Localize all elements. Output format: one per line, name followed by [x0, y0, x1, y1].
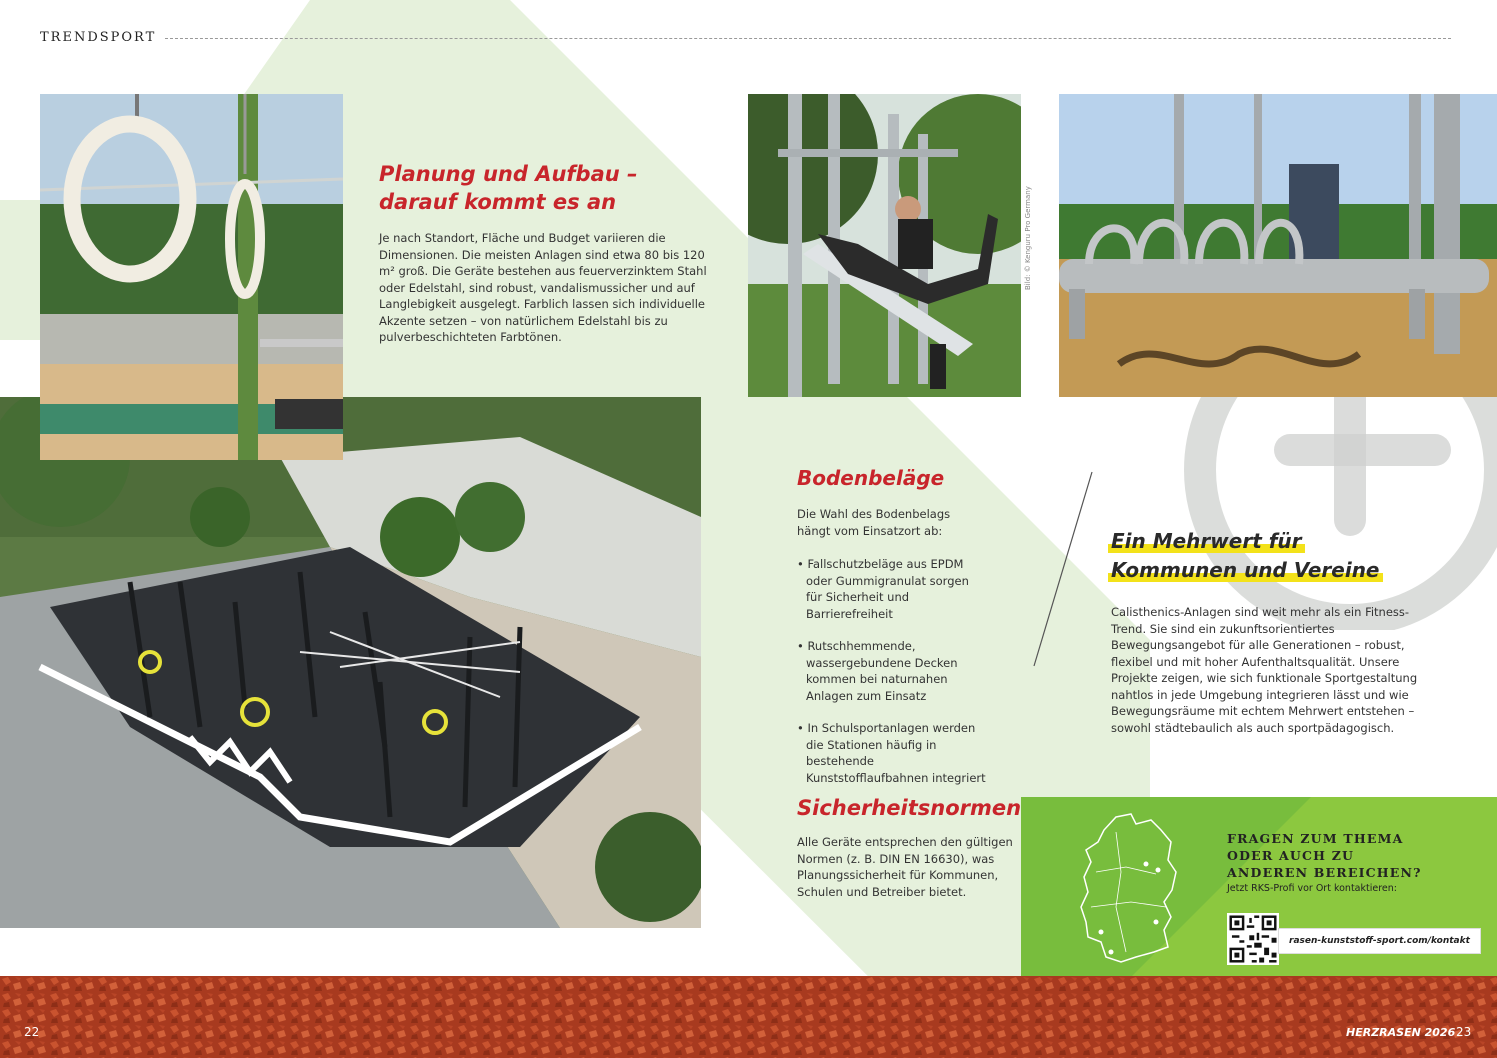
bodenbelaege-heading: Bodenbeläge [797, 466, 945, 490]
mehrwert-heading-line1: Ein Mehrwert für [1108, 529, 1305, 553]
list-item: • In Schulsportanlagen werden die Stationen häufig in bestehende Kunststofflaufbahnen integriert [797, 721, 986, 785]
page-number-right: 23 [1456, 1025, 1472, 1039]
list-item: • Fallschutzbeläge aus EPDM oder Gummigranulat sorgen für Sicherheit und Barrierefreiheit [797, 557, 969, 621]
mehrwert-body: Calisthenics-Anlagen sind weit mehr als ein Fitness-Trend. Sie sind ein zukunftsorientiertes Bewegungsangebot für alle Generationen – robust, flexibel und mit hoher Aufenthaltsqualität. Unsere Projekte zeigen, wie sich funktionale Sportgestaltung nahtlos in jede Umgebung integrieren lässt und wie Bewegungsräume mit echtem Mehrwert entstehen – sowohl städtebaulich als auch sportpädagogisch. [1111, 605, 1418, 735]
list-item: • Rutschhemmende, wassergebundene Decken kommen bei naturnahen Anlagen zum Einsatz [797, 639, 958, 703]
qr-code[interactable] [1227, 913, 1279, 965]
parallel-bars-photo [1059, 94, 1497, 397]
header-divider [165, 38, 1451, 39]
contact-box [1021, 797, 1497, 977]
mehrwert-heading-line2: Kommunen und Vereine [1108, 558, 1383, 582]
planung-body: Je nach Standort, Fläche und Budget variieren die Dimensionen. Die meisten Anlagen sind etwa 80 bis 120 m² groß. Die Geräte bestehen aus feuerverzinktem Stahl oder Edelstahl, sind robust, vandalismussicher und auf Langlebigkeit ausgelegt. Farblich lassen sich individuelle Akzente setzen – von natürlichem Edelstahl bis zu pulverbeschichteten Farbtönen. [379, 231, 707, 344]
contact-title [1227, 830, 1477, 881]
aerial-calisthenics-photo [0, 397, 701, 928]
contact-subtitle: Jetzt RKS-Profi vor Ort kontaktieren: [1227, 883, 1397, 894]
photo-credit: Bild: © Kenguru Pro Germany [1024, 186, 1032, 290]
gymnastic-rings-photo [40, 94, 343, 460]
sicherheitsnormen-heading: Sicherheitsnormen [797, 796, 1022, 820]
planung-heading: Planung und Aufbau – darauf kommt es an [379, 162, 638, 214]
mehrwert-heading [1108, 527, 1383, 585]
bodenbelaege-list [797, 556, 987, 802]
magazine-name: HERZRASEN 2026 [1346, 1026, 1456, 1039]
section-label: TRENDSPORT [40, 30, 157, 45]
person-exercising-photo [748, 94, 1021, 397]
contact-title-line: FRAGEN ZUM THEMA [1227, 831, 1404, 846]
red-rubber-gravel-strip [0, 976, 1497, 1058]
page-number-left: 22 [24, 1025, 40, 1039]
slash-divider [1030, 470, 1094, 670]
sicherheitsnormen-body: Alle Geräte entsprechen den gültigen Normen (z. B. DIN EN 16630), was Planungssicherheit für Kommunen, Schulen und Betreiber bietet. [797, 835, 1013, 899]
germany-map-icon [1076, 812, 1186, 967]
contact-title-line: ANDEREN BEREICHEN? [1227, 865, 1422, 880]
bodenbelaege-intro: Die Wahl des Bodenbelags hängt vom Einsatzort ab: [797, 507, 951, 538]
contact-title-line: ODER AUCH ZU [1227, 848, 1355, 863]
contact-url-link[interactable]: rasen-kunststoff-sport.com/kontakt [1278, 928, 1481, 954]
